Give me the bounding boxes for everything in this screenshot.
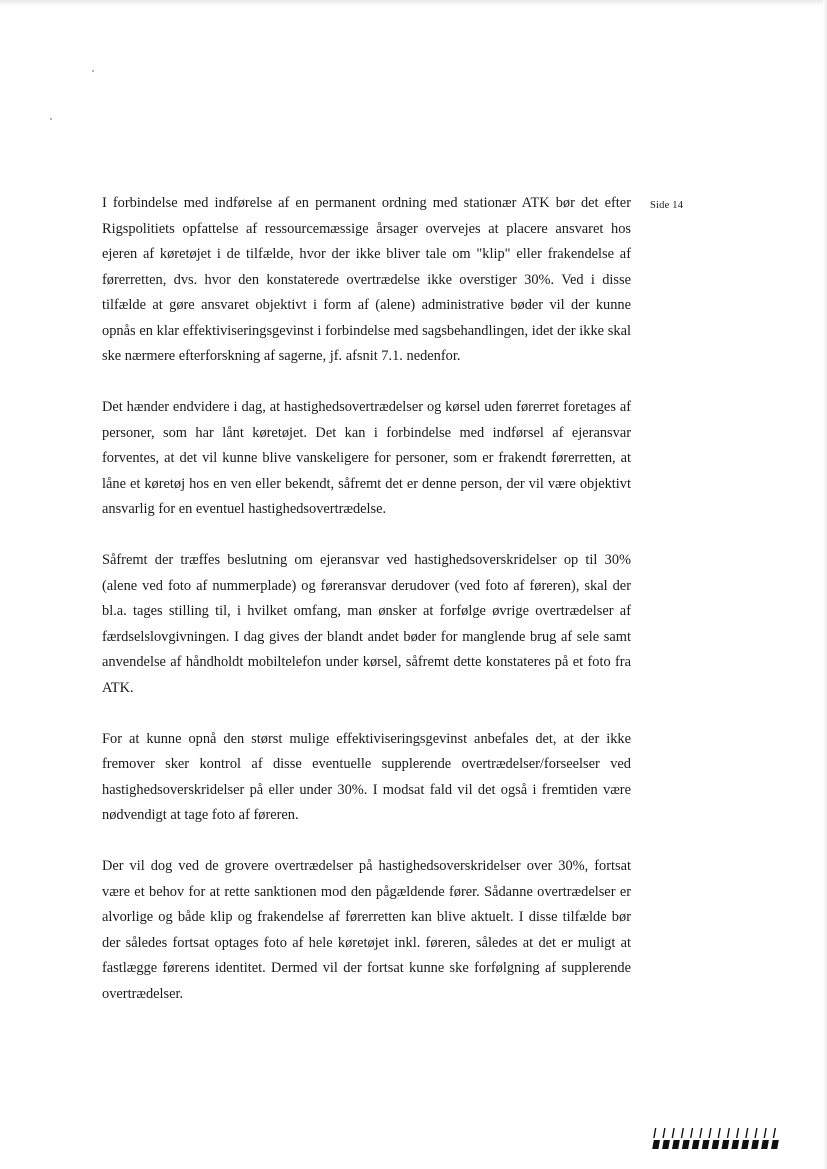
barcode-bar [652, 1140, 660, 1149]
barcode-bar [773, 1128, 776, 1138]
barcode-bar [712, 1140, 720, 1149]
barcode-bar [653, 1128, 656, 1138]
barcode-bar [672, 1140, 680, 1149]
scan-edge-right [823, 0, 827, 1169]
barcode-bar [731, 1140, 739, 1149]
barcode-bar [751, 1140, 759, 1149]
barcode-bar [708, 1128, 711, 1138]
barcode-bar [761, 1140, 769, 1149]
barcode-bar [754, 1128, 757, 1138]
barcode-bar [672, 1128, 675, 1138]
barcode-bar [699, 1128, 702, 1138]
paragraph: Der vil dog ved de grovere overtrædelser på hastighedsoverskridelser over 30%, fortsat være et behov for at rette sanktionen mod den pågældende fører. Sådanne overtrædelser er alvorlige og både klip og frakendelse af førerretten kan blive aktuelt. I disse tilfælde bør der således fortsat optages foto af hele køretøjet inkl. føreren, således at det er muligt at fastlægge førerens identitet. Dermed vil der fortsat kunne ske forfølgning af supplerende overtrædelser. [102, 858, 631, 1002]
barcode-bar [727, 1128, 730, 1138]
barcode-icon [651, 1128, 781, 1150]
paragraph: Det hænder endvidere i dag, at hastighedsovertrædelser og kørsel uden førerret foretages af personer, som har lånt køretøjet. Det kan i forbindelse med indførsel af ejeransvar forventes, at det vil kunne blive vanskeligere for personer, som er frakendt førerretten, at låne et køretøj hos en ven eller bekendt, såfremt det er denne person, der vil være objektivt ansvarlig for en eventuel hastighedsovertrædelse. [102, 399, 631, 517]
paragraph: For at kunne opnå den størst mulige effektiviseringsgevinst anbefales det, at der ikke fremover sker kontrol af disse eventuelle supplerende overtrædelser/forseelser ved hastighedsoverskridelser på eller under 30%. I modsat fald vil det også i fremtiden være nødvendigt at tage foto af føreren. [102, 730, 631, 823]
scan-edge-top [0, 0, 827, 6]
barcode-bar [690, 1128, 693, 1138]
barcode-bar [681, 1128, 684, 1138]
scan-speck [92, 70, 94, 72]
page-number-label: Side 14 [650, 200, 684, 211]
barcode-bar [662, 1140, 670, 1149]
paragraph: Såfremt der træffes beslutning om ejeransvar ved hastighedsoverskridelser op til 30% (alene ved foto af nummerplade) og føreransvar derudover (ved foto af føreren), skal der bl.a. tages stilling til, i hvilket omfang, man ønsker at forfølge øvrige overtrædelser af færdselslovgivningen. I dag gives der blandt andet bøder for manglende brug af sele samt anvendelse af håndholdt mobiltelefon under kørsel, såfremt dette konstateres på et foto fra ATK. [102, 552, 631, 696]
barcode-bar [745, 1128, 748, 1138]
barcode-bar [741, 1140, 749, 1149]
scan-speck [50, 118, 52, 120]
barcode-bar [771, 1140, 779, 1149]
barcode-bar [722, 1140, 730, 1149]
barcode-bar [702, 1140, 710, 1149]
barcode-bar [764, 1128, 767, 1138]
barcode-bar [718, 1128, 721, 1138]
barcode-bar [662, 1128, 665, 1138]
barcode-bar [682, 1140, 690, 1149]
paragraph: I forbindelse med indførelse af en permanent ordning med stationær ATK bør det efter Rigspolitiets opfattelse af ressourcemæssige årsager overvejes at placere ansvaret hos ejeren af køretøjet i de tilfælde, hvor der ikke bliver tale om "klip" eller frakendelse af førerretten, dvs. hvor den konstaterede overtrædelse ikke overstiger 30%. Ved i disse tilfælde at gøre ansvaret objektivt i form af (alene) administrative bøder vil der kunne opnås en klar effektiviseringsgevinst i forbindelse med sagsbehandlingen, idet der ikke skal ske nærmere efterforskning af sagerne, jf. afsnit 7.1. nedenfor. [102, 195, 631, 364]
document-body [102, 191, 631, 1033]
barcode-bar [692, 1140, 700, 1149]
barcode-bar [736, 1128, 739, 1138]
